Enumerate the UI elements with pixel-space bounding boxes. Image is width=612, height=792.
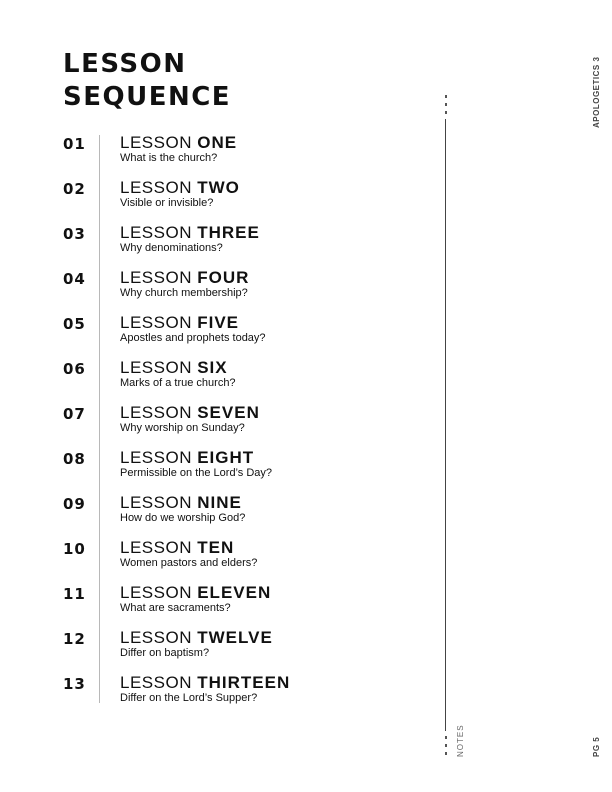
lesson-heading [120,493,242,513]
lesson-prefix: LESSON [120,358,192,377]
lesson-prefix: LESSON [120,538,192,557]
lesson-prefix: LESSON [120,403,192,422]
lesson-word: THIRTEEN [197,673,291,692]
lesson-number: 05 [63,315,86,333]
lesson-prefix: LESSON [120,493,192,512]
page-title [63,48,231,114]
lesson-number: 07 [63,405,86,423]
lesson-question: What are sacraments? [120,602,231,614]
lesson-word: NINE [197,493,242,512]
lesson-word: SIX [197,358,228,377]
lesson-question: Why church membership? [120,287,248,299]
lesson-word: TWO [197,178,240,197]
lesson-heading [120,583,271,603]
lesson-question: Permissible on the Lord’s Day? [120,467,273,479]
lesson-item [63,313,423,353]
page-title-line-2: SEQUENCE [63,82,232,112]
lesson-heading [120,133,237,153]
lesson-number: 08 [63,450,86,468]
lesson-word: FOUR [197,268,250,287]
lesson-question: Visible or invisible? [120,197,214,209]
lesson-item [63,358,423,398]
lesson-item [63,538,423,578]
lesson-heading [120,673,290,693]
lesson-heading [120,403,260,423]
lesson-number: 04 [63,270,86,288]
lesson-word: ELEVEN [197,583,272,602]
lesson-question: Differ on baptism? [120,647,210,659]
lesson-prefix: LESSON [120,268,192,287]
lesson-heading [120,358,228,378]
lesson-heading [120,448,254,468]
page-number: PG 5 [592,736,601,757]
lesson-prefix: LESSON [120,628,192,647]
lesson-question: Why denominations? [120,242,223,254]
lesson-item [63,493,423,533]
lesson-word: ONE [197,133,238,152]
lesson-heading [120,178,240,198]
lesson-item [63,673,423,713]
course-title: APOLOGETICS 3 [592,56,601,128]
lesson-question: Women pastors and elders? [120,557,258,569]
lesson-question: How do we worship God? [120,512,246,524]
lesson-word: SEVEN [197,403,260,422]
lesson-number: 11 [63,585,86,603]
lesson-prefix: LESSON [120,673,192,692]
lesson-prefix: LESSON [120,448,192,467]
lesson-question: Apostles and prophets today? [120,332,266,344]
lesson-heading [120,313,239,333]
lesson-item [63,448,423,488]
notes-rule-dot [445,111,447,114]
lesson-question: Marks of a true church? [120,377,236,389]
notes-rule-dot [445,95,447,98]
lesson-item [63,133,423,173]
notes-rule-line [445,119,446,731]
lesson-word: FIVE [197,313,240,332]
lesson-word: TWELVE [197,628,273,647]
lesson-word: THREE [197,223,260,242]
notes-rule-dot [445,744,447,747]
lesson-number: 12 [63,630,86,648]
lesson-prefix: LESSON [120,223,192,242]
lesson-word: TEN [197,538,235,557]
lesson-item [63,583,423,623]
lesson-item [63,268,423,308]
lesson-number: 10 [63,540,86,558]
lesson-number: 01 [63,135,86,153]
lesson-heading [120,268,249,288]
lesson-question: Why worship on Sunday? [120,422,245,434]
lesson-item [63,178,423,218]
lesson-number: 13 [63,675,86,693]
page-title-line-1: LESSON [63,49,187,79]
lesson-number: 09 [63,495,86,513]
notes-rule-dot [445,752,447,755]
lesson-prefix: LESSON [120,133,192,152]
lesson-number: 06 [63,360,86,378]
lesson-number: 02 [63,180,86,198]
notes-rule-dot [445,736,447,739]
lesson-heading [120,223,260,243]
lesson-item [63,403,423,443]
notes-label: NOTES [456,724,465,757]
lesson-question: What is the church? [120,152,218,164]
lesson-heading [120,538,234,558]
notes-rule-dot [445,103,447,106]
lesson-heading [120,628,273,648]
notes-rule [445,95,447,755]
lesson-prefix: LESSON [120,178,192,197]
lesson-prefix: LESSON [120,313,192,332]
lesson-prefix: LESSON [120,583,192,602]
lesson-word: EIGHT [197,448,255,467]
lesson-item [63,223,423,263]
lesson-question: Differ on the Lord’s Supper? [120,692,258,704]
lesson-number: 03 [63,225,86,243]
lesson-item [63,628,423,668]
